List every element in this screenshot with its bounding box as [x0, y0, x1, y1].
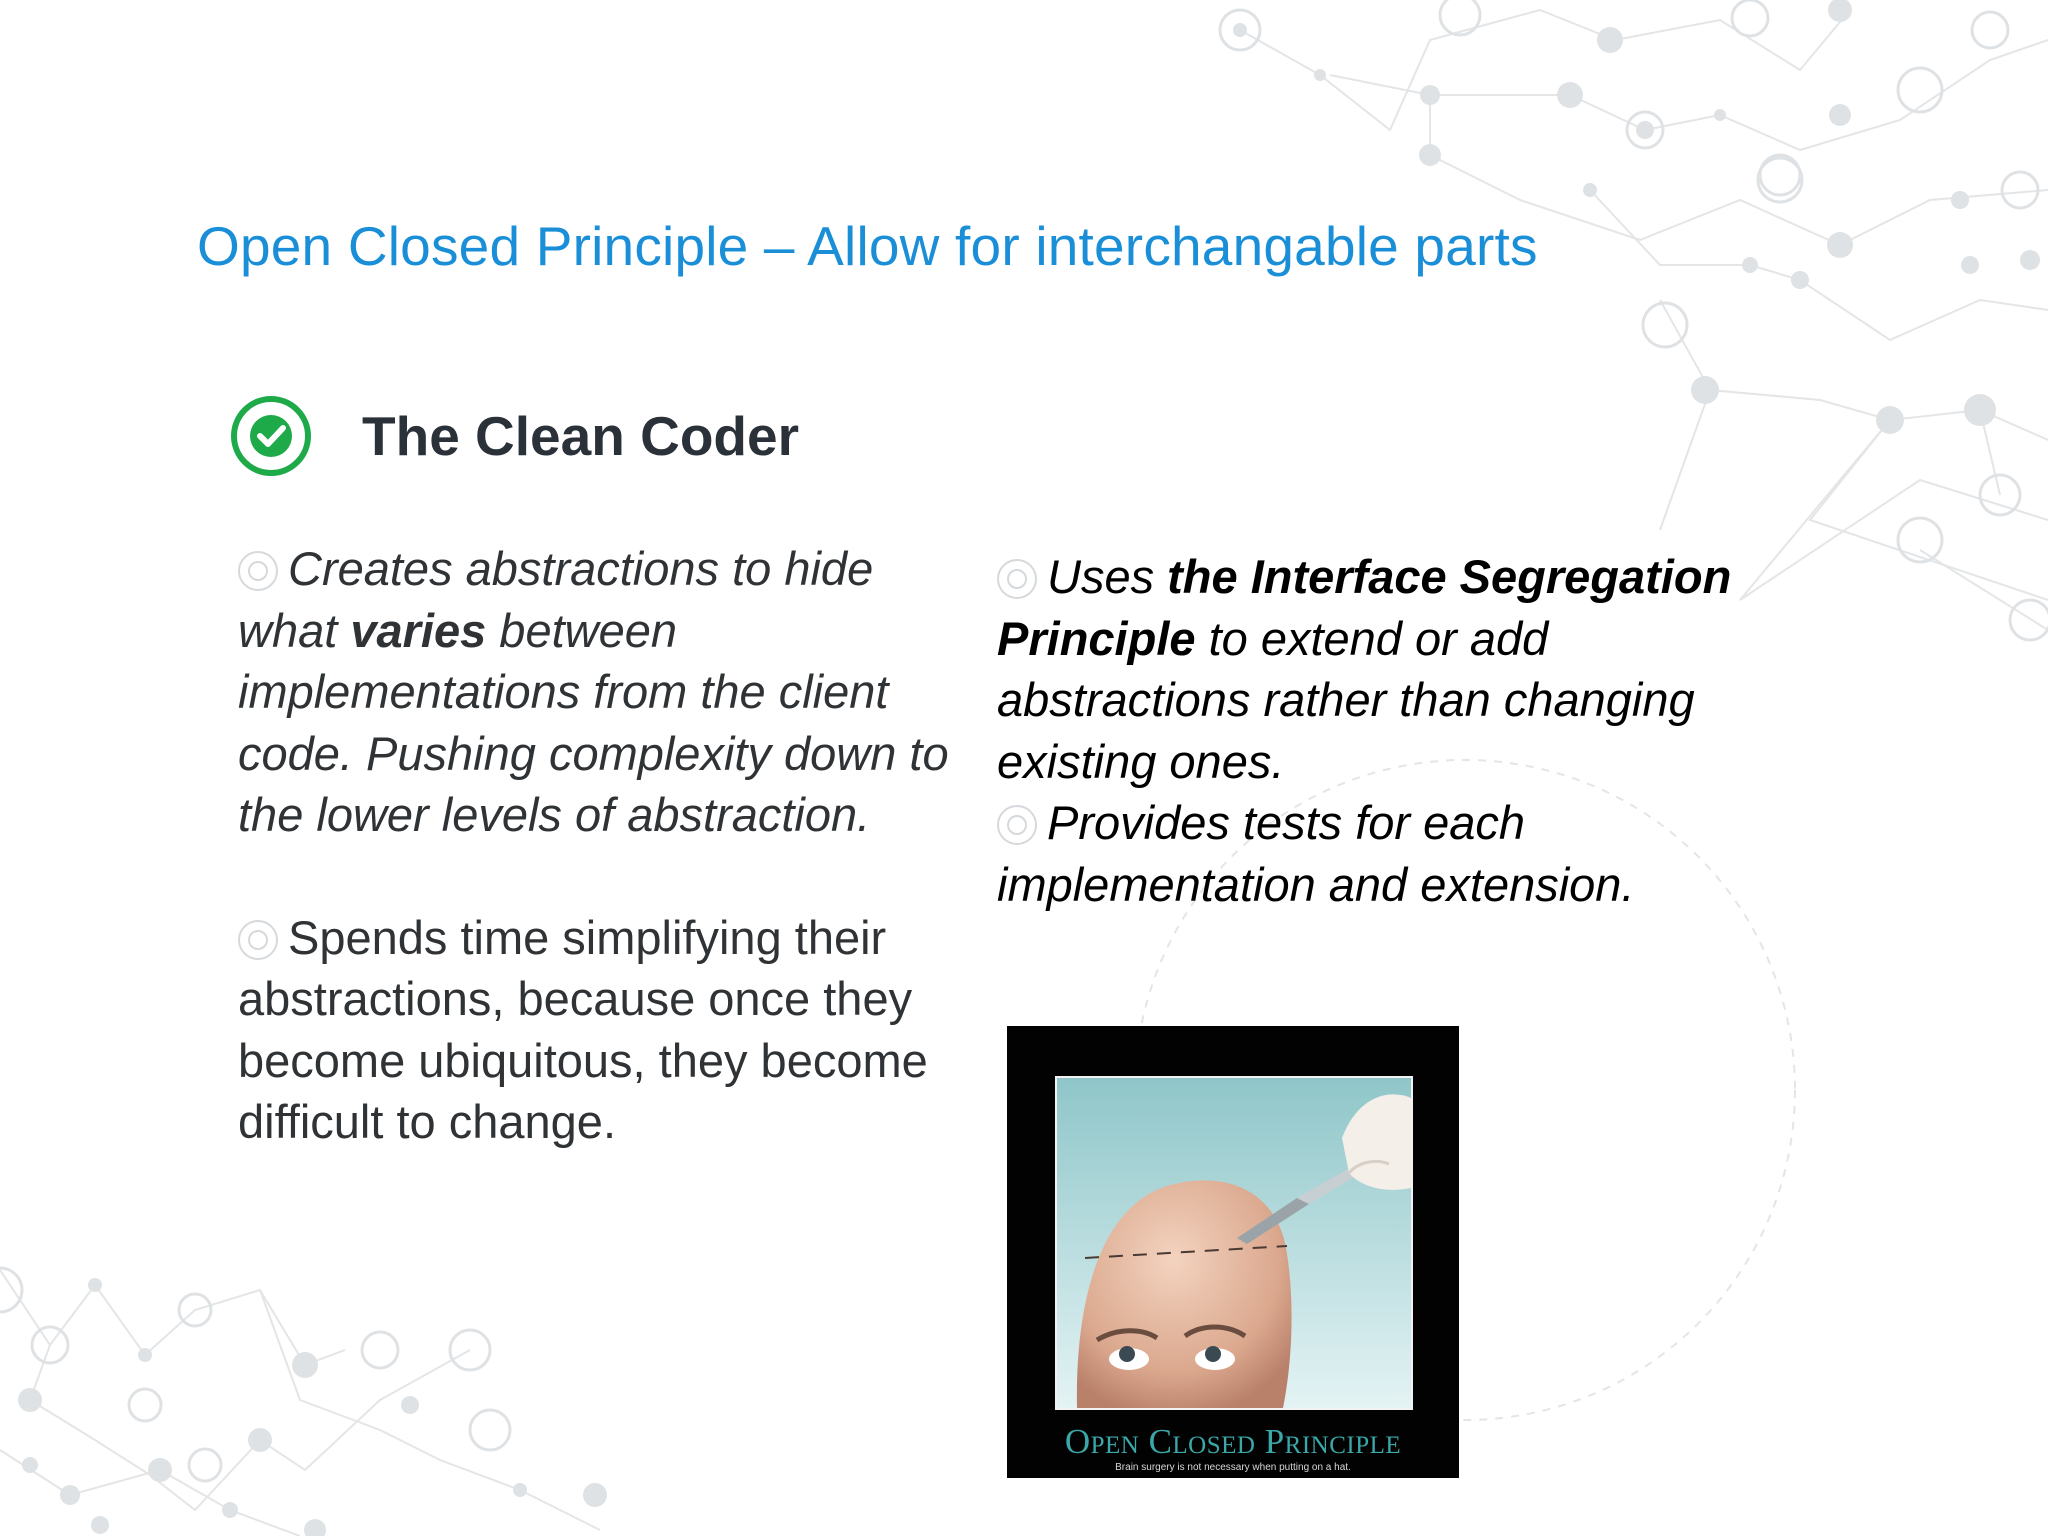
emphasis-varies: varies	[350, 603, 487, 657]
bald-head-scalpel-illustration	[1057, 1078, 1411, 1408]
poster-photo	[1055, 1076, 1413, 1410]
right-text-column	[997, 546, 1757, 915]
right-paragraph-tests: Provides tests for each implementation and extension.	[997, 796, 1635, 911]
double-ring-bullet-icon	[997, 805, 1037, 845]
emphasis-interface-segregation: the Interface Segregation Principle	[997, 550, 1732, 665]
motivational-poster-image	[1007, 1026, 1459, 1478]
poster-title: Open Closed Principle	[1064, 1422, 1402, 1461]
section-subtitle: The Clean Coder	[362, 405, 800, 467]
left-paragraph-abstractions: Creates abstractions to hide what varies between implementations from the client code. Pushing complexity down to the lower levels of abstraction.	[238, 542, 949, 841]
double-ring-bullet-icon	[238, 920, 278, 960]
left-text-column	[238, 538, 958, 1153]
poster-tagline: Brain surgery is not necessary when putting on a hat.	[1115, 1462, 1351, 1473]
double-ring-bullet-icon	[238, 551, 278, 591]
slide-title: Open Closed Principle – Allow for interchangable parts	[197, 215, 1538, 277]
right-paragraph-interface-segregation: Uses the Interface Segregation Principle to extend or add abstractions rather than changing existing ones.	[997, 550, 1732, 788]
double-ring-bullet-icon	[997, 559, 1037, 599]
check-circle-icon	[228, 393, 314, 479]
left-paragraph-simplifying: Spends time simplifying their abstractions, because once they become ubiquitous, they become difficult to change.	[238, 910, 928, 1148]
